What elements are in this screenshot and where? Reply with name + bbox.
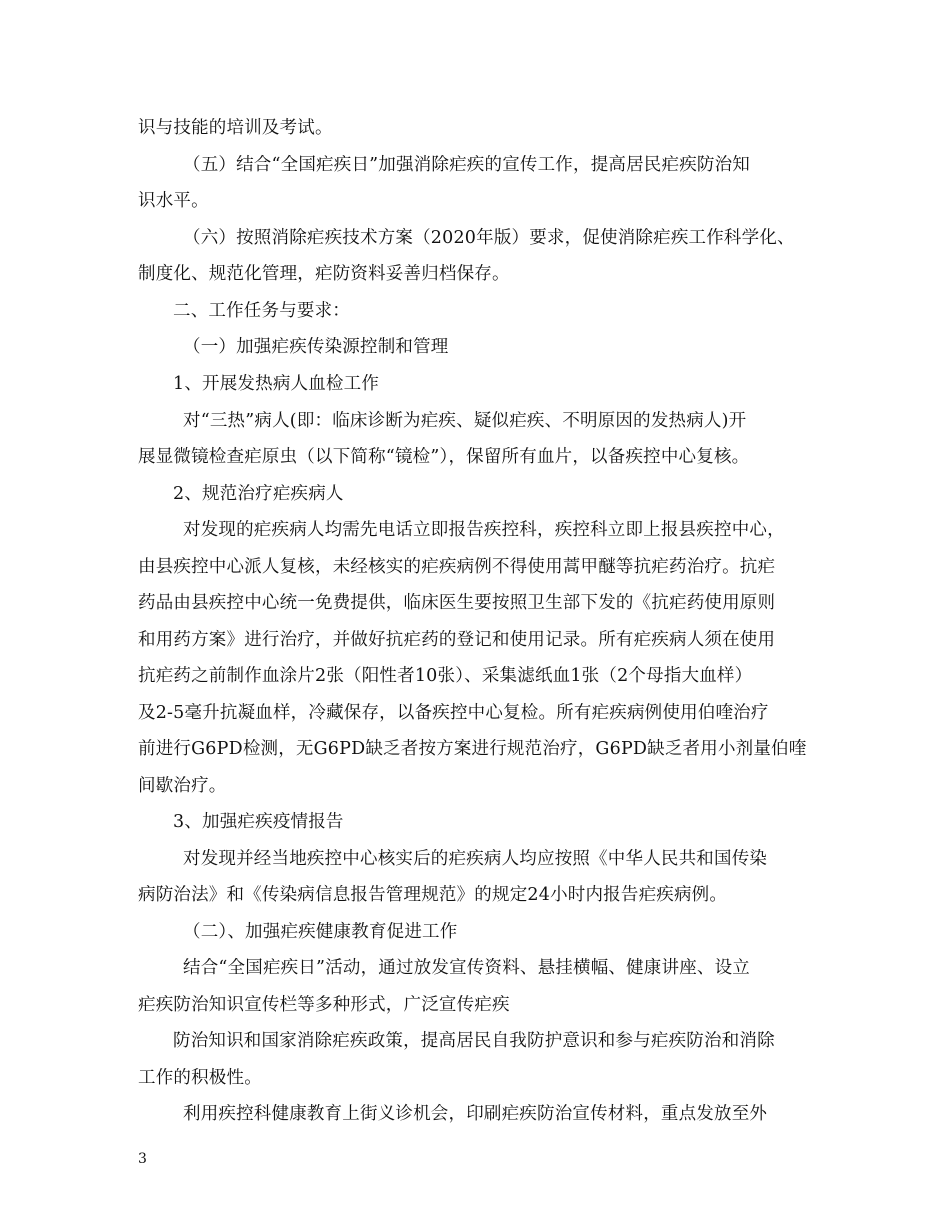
text-line: （六）按照消除疟疾技术方案（2020年版）要求，促使消除疟疾工作科学化、 [183,228,795,248]
text-line: 前进行G6PD检测，无G6PD缺乏者按方案进行规范治疗，G6PD缺乏者用小剂量伯喹 [138,739,807,759]
page-number: 3 [138,1151,147,1167]
text-line: 识与技能的培训及考试。 [138,118,333,138]
text-line: （五）结合“全国疟疾日”加强消除疟疾的宣传工作，提高居民疟疾防治知 [183,155,750,175]
text-line: 病防治法》和《传染病信息报告管理规范》的规定24小时内报告疟疾病例。 [138,885,728,905]
text-line: 疟疾防治知识宣传栏等多种形式，广泛宣传疟疾 [138,995,510,1015]
text-line: 和用药方案》进行治疗，并做好抗疟药的登记和使用记录。所有疟疾病人须在使用 [138,630,776,650]
text-line: 对发现的疟疾病人均需先电话立即报告疾控科，疾控科立即上报县疾控中心， [183,520,785,540]
text-line: 间歇治疗。 [138,776,227,796]
text-line: 识水平。 [138,191,209,211]
item-heading: 1、开展发热病人血检工作 [173,374,380,394]
text-line: 对“三热”病人(即：临床诊断为疟疾、疑似疟疾、不明原因的发热病人)开 [183,411,747,431]
subsection-heading: （二）、加强疟疾健康教育促进工作 [183,922,458,942]
text-line: 展显微镜检查疟原虫（以下简称“镜检”），保留所有血片，以备疾控中心复核。 [138,447,750,467]
subsection-heading: （一）加强疟疾传染源控制和管理 [183,337,449,357]
section-heading: 二、工作任务与要求： [173,301,350,321]
text-line: 结合“全国疟疾日”活动，通过放发宣传资料、悬挂横幅、健康讲座、设立 [183,958,750,978]
text-line: 药品由县疾控中心统一免费提供，临床医生要按照卫生部下发的《抗疟药使用原则 [138,593,776,613]
item-heading: 3、加强疟疾疫情报告 [173,812,344,832]
text-line: 对发现并经当地疾控中心核实后的疟疾病人均应按照《中华人民共和国传染 [183,849,768,869]
text-line: 制度化、规范化管理，疟防资料妥善归档保存。 [138,264,510,284]
text-line: 防治知识和国家消除疟疾政策，提高居民自我防护意识和参与疟疾防治和消除 [173,1031,775,1051]
text-line: 及2-5毫升抗凝血样，冷藏保存，以备疾控中心复检。所有疟疾病例使用伯喹治疗 [138,703,769,723]
text-line: 由县疾控中心派人复核，未经核实的疟疾病例不得使用蒿甲醚等抗疟药治疗。抗疟 [138,557,776,577]
item-heading: 2、规范治疗疟疾病人 [173,484,344,504]
text-line: 抗疟药之前制作血涂片2张（阳性者10张）、采集滤纸血1张（2个母指大血样） [138,666,753,686]
text-line: 利用疾控科健康教育上街义诊机会，印刷疟疾防治宣传材料，重点发放至外 [183,1104,768,1124]
text-line: 工作的积极性。 [138,1068,262,1088]
